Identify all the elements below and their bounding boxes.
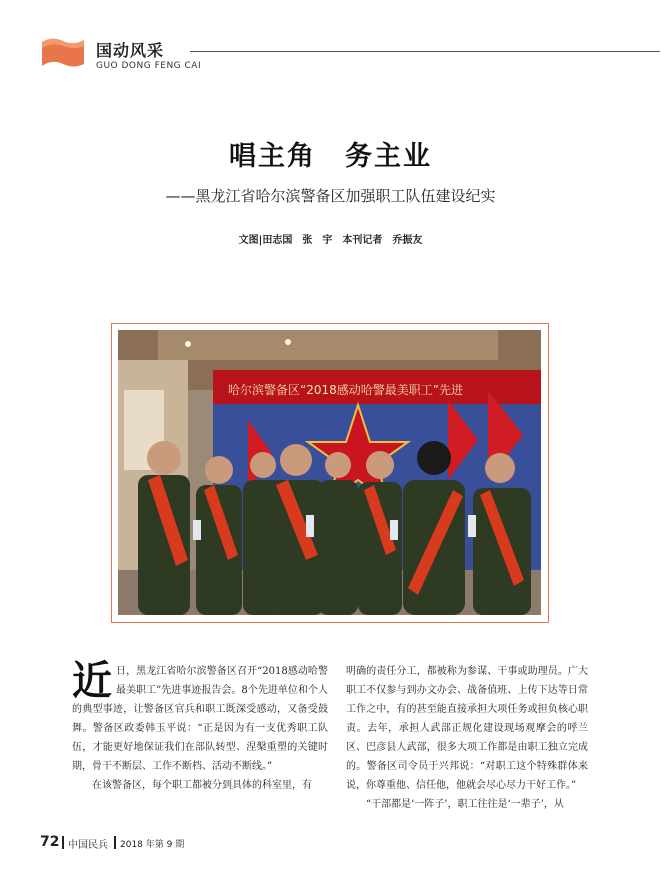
- photo-frame: [111, 323, 549, 623]
- footer-separator: [114, 836, 116, 849]
- body-column-right: [346, 662, 588, 814]
- issue-info: 2018 年第 9 期: [120, 840, 185, 850]
- header-divider: [190, 51, 660, 52]
- paragraph: 在该警备区，每个职工都被分到具体的科室里，有: [92, 780, 312, 791]
- page-number: 72: [40, 834, 60, 850]
- section-title-pinyin: GUO DONG FENG CAI: [96, 61, 202, 71]
- paragraph: 日，黑龙江省哈尔滨警备区召开“2018感动哈警最美职工”先进事迹报告会。8个先进单位和个人的典型事迹，让警备区官兵和职工既深受感动，又备受鼓舞。警备区政委韩玉平说：“正是因为有一支优秀职工队伍，才能更好地保证我们在部队转型、涅槃重塑的关键时期，骨干不断层、工作不断档、活动不断线。”: [72, 666, 328, 772]
- article-byline: 文图|田志国 张 宇 本刊记者 乔振友: [238, 235, 423, 246]
- paragraph: “干部都是‘一阵子’，职工往往是‘一辈子’，从: [366, 799, 564, 810]
- flag-logo-icon: [40, 36, 86, 70]
- section-title: 国动风采: [96, 41, 165, 60]
- drop-cap: 近: [72, 657, 112, 704]
- ceremony-photo-illustration: [118, 330, 541, 615]
- article-photo: [118, 330, 541, 615]
- photo-banner-text: 哈尔滨警备区“2018感动哈警最美职工”先进: [228, 383, 463, 397]
- article-subtitle: ——黑龙江省哈尔滨警备区加强职工队伍建设纪实: [165, 187, 496, 205]
- footer-separator: [62, 836, 64, 849]
- body-column-left: [72, 657, 328, 795]
- article-title: 唱主角 务主业: [229, 141, 432, 172]
- paragraph: 明确的责任分工，都被称为参谋、干事或助理员。广大职工不仅参与到办文办会、战备值班、上传下达等日常工作之中，有的甚至能直接承担大项任务或担负核心职责。去年，承担人武部正规化建设现场观摩会的呼兰区、巴彦县人武部，很多大项工作都是由职工独立完成的。警备区司令员于兴邦说：“对职工这个特殊群体来说，你尊重他、信任他，他就会尽心尽力干好工作。”: [346, 666, 588, 791]
- section-header: [40, 36, 640, 80]
- magazine-name: 中国民兵: [68, 840, 108, 851]
